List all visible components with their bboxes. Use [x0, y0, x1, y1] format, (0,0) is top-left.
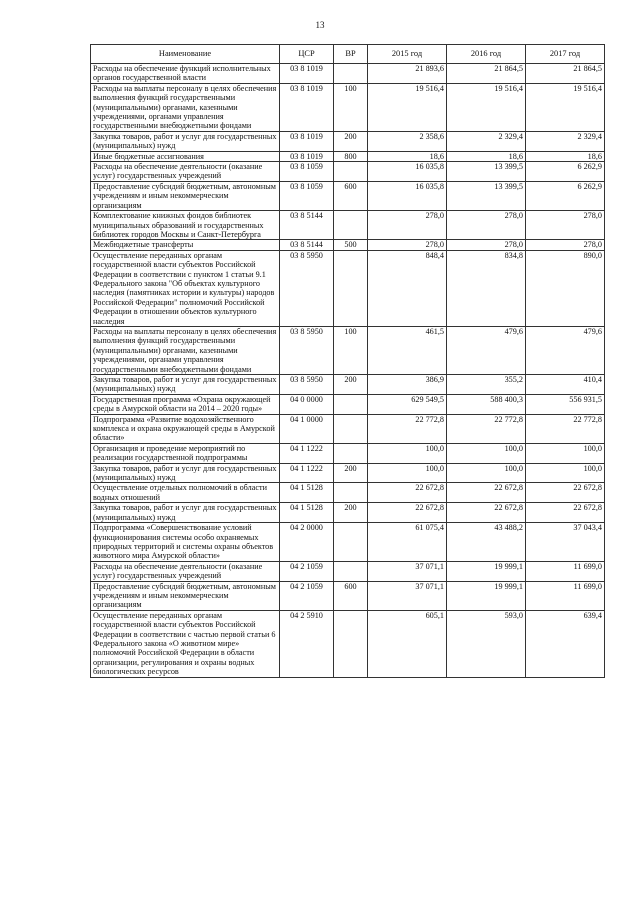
- header-vr: ВР: [334, 45, 368, 64]
- value-2016-cell: 22 672,8: [447, 503, 526, 523]
- value-2015-cell: 22 672,8: [368, 503, 447, 523]
- table-row: [91, 250, 605, 326]
- value-2015-cell: 22 672,8: [368, 483, 447, 503]
- table-row: [91, 162, 605, 182]
- name-cell: Подпрограмма «Совершенствование условий функционирования системы особо охраняемых природных территорий и системы охраны объектов животного мира Амурской области»: [91, 523, 280, 562]
- value-2016-cell: 18,6: [447, 151, 526, 161]
- value-2017-cell: 479,6: [526, 326, 605, 374]
- name-cell: Расходы на обеспечение деятельности (оказание услуг) государственных учреждений: [91, 162, 280, 182]
- value-2016-cell: 479,6: [447, 326, 526, 374]
- table-row: [91, 83, 605, 131]
- value-2015-cell: 18,6: [368, 151, 447, 161]
- name-cell: Расходы на обеспечение деятельности (оказание услуг) государственных учреждений: [91, 561, 280, 581]
- value-2016-cell: 19 999,1: [447, 581, 526, 610]
- name-cell: Расходы на выплаты персоналу в целях обеспечения выполнения функций государственными (муниципальными) органами, казенными учреждениями, органами управления государственными внебюджетными фондами: [91, 83, 280, 131]
- table-row: [91, 151, 605, 161]
- csr-cell: 04 1 0000: [280, 414, 334, 443]
- value-2017-cell: 6 262,9: [526, 162, 605, 182]
- value-2015-cell: 2 358,6: [368, 131, 447, 151]
- header-csr: ЦСР: [280, 45, 334, 64]
- name-cell: Осуществление отдельных полномочий в области водных отношений: [91, 483, 280, 503]
- name-cell: Закупка товаров, работ и услуг для государственных (муниципальных) нужд: [91, 375, 280, 395]
- csr-cell: 03 8 5144: [280, 240, 334, 250]
- table-row: [91, 394, 605, 414]
- csr-cell: 03 8 5144: [280, 211, 334, 240]
- value-2015-cell: 461,5: [368, 326, 447, 374]
- value-2016-cell: 355,2: [447, 375, 526, 395]
- csr-cell: 03 8 5950: [280, 250, 334, 326]
- table-row: [91, 581, 605, 610]
- vr-cell: 200: [334, 463, 368, 483]
- vr-cell: 600: [334, 581, 368, 610]
- vr-cell: [334, 414, 368, 443]
- value-2015-cell: 100,0: [368, 443, 447, 463]
- value-2015-cell: 386,9: [368, 375, 447, 395]
- name-cell: Организация и проведение мероприятий по реализации государственной подпрограммы: [91, 443, 280, 463]
- value-2017-cell: 278,0: [526, 211, 605, 240]
- table-header-row: [91, 45, 605, 64]
- vr-cell: 100: [334, 326, 368, 374]
- value-2015-cell: 22 772,8: [368, 414, 447, 443]
- table-row: [91, 414, 605, 443]
- value-2017-cell: 2 329,4: [526, 131, 605, 151]
- value-2016-cell: 593,0: [447, 610, 526, 677]
- value-2015-cell: 37 071,1: [368, 581, 447, 610]
- value-2017-cell: 410,4: [526, 375, 605, 395]
- value-2017-cell: 100,0: [526, 443, 605, 463]
- table-row: [91, 375, 605, 395]
- value-2015-cell: 19 516,4: [368, 83, 447, 131]
- name-cell: Предоставление субсидий бюджетным, автономным учреждениям и иным некоммерческим организациям: [91, 581, 280, 610]
- vr-cell: [334, 394, 368, 414]
- budget-table: [90, 44, 605, 678]
- name-cell: Закупка товаров, работ и услуг для государственных (муниципальных) нужд: [91, 131, 280, 151]
- table-row: [91, 561, 605, 581]
- csr-cell: 03 8 1019: [280, 151, 334, 161]
- vr-cell: [334, 561, 368, 581]
- value-2015-cell: 61 075,4: [368, 523, 447, 562]
- value-2015-cell: 848,4: [368, 250, 447, 326]
- table-row: [91, 181, 605, 210]
- csr-cell: 04 2 1059: [280, 581, 334, 610]
- value-2017-cell: 556 931,5: [526, 394, 605, 414]
- value-2017-cell: 18,6: [526, 151, 605, 161]
- value-2015-cell: 21 893,6: [368, 64, 447, 84]
- table-row: [91, 131, 605, 151]
- value-2017-cell: 11 699,0: [526, 581, 605, 610]
- vr-cell: 800: [334, 151, 368, 161]
- value-2017-cell: 278,0: [526, 240, 605, 250]
- name-cell: Государственная программа «Охрана окружающей среды в Амурской области на 2014 – 2020 годы»: [91, 394, 280, 414]
- csr-cell: 04 2 5910: [280, 610, 334, 677]
- name-cell: Комплектование книжных фондов библиотек муниципальных образований и государственных библиотек городов Москвы и Санкт-Петербурга: [91, 211, 280, 240]
- name-cell: Иные бюджетные ассигнования: [91, 151, 280, 161]
- value-2017-cell: 6 262,9: [526, 181, 605, 210]
- table-body: [91, 64, 605, 678]
- csr-cell: 04 2 1059: [280, 561, 334, 581]
- value-2016-cell: 278,0: [447, 211, 526, 240]
- vr-cell: [334, 443, 368, 463]
- csr-cell: 04 1 1222: [280, 443, 334, 463]
- vr-cell: 600: [334, 181, 368, 210]
- value-2016-cell: 19 516,4: [447, 83, 526, 131]
- vr-cell: [334, 610, 368, 677]
- value-2016-cell: 22 672,8: [447, 483, 526, 503]
- value-2017-cell: 22 672,8: [526, 503, 605, 523]
- vr-cell: 100: [334, 83, 368, 131]
- vr-cell: [334, 64, 368, 84]
- header-2015: 2015 год: [368, 45, 447, 64]
- header-name: Наименование: [91, 45, 280, 64]
- value-2016-cell: 834,8: [447, 250, 526, 326]
- table-row: [91, 463, 605, 483]
- value-2016-cell: 100,0: [447, 443, 526, 463]
- csr-cell: 04 0 0000: [280, 394, 334, 414]
- csr-cell: 03 8 1059: [280, 181, 334, 210]
- table-row: [91, 240, 605, 250]
- value-2017-cell: 37 043,4: [526, 523, 605, 562]
- vr-cell: 200: [334, 131, 368, 151]
- value-2017-cell: 639,4: [526, 610, 605, 677]
- page-number: 13: [315, 20, 325, 30]
- value-2016-cell: 2 329,4: [447, 131, 526, 151]
- name-cell: Межбюджетные трансферты: [91, 240, 280, 250]
- csr-cell: 03 8 1019: [280, 64, 334, 84]
- vr-cell: [334, 162, 368, 182]
- value-2017-cell: 21 864,5: [526, 64, 605, 84]
- name-cell: Подпрограмма «Развитие водохозяйственного комплекса и охрана окружающей среды в Амурской области»: [91, 414, 280, 443]
- table-row: [91, 523, 605, 562]
- value-2017-cell: 100,0: [526, 463, 605, 483]
- value-2015-cell: 16 035,8: [368, 181, 447, 210]
- vr-cell: [334, 211, 368, 240]
- vr-cell: [334, 483, 368, 503]
- csr-cell: 03 8 1019: [280, 83, 334, 131]
- value-2016-cell: 19 999,1: [447, 561, 526, 581]
- value-2015-cell: 629 549,5: [368, 394, 447, 414]
- name-cell: Предоставление субсидий бюджетным, автономным учреждениям и иным некоммерческим организациям: [91, 181, 280, 210]
- csr-cell: 04 1 1222: [280, 463, 334, 483]
- vr-cell: 200: [334, 503, 368, 523]
- value-2015-cell: 278,0: [368, 211, 447, 240]
- csr-cell: 03 8 5950: [280, 375, 334, 395]
- value-2015-cell: 605,1: [368, 610, 447, 677]
- table-row: [91, 503, 605, 523]
- name-cell: Осуществление переданных органам государственной власти субъектов Российской Федерации в соответствии с частью первой статьи 6 Федерального закона «О животном мире» полномочий Российской Федерации в области организации, регулирования и охраны водных биологических ресурсов: [91, 610, 280, 677]
- table-row: [91, 211, 605, 240]
- csr-cell: 03 8 5950: [280, 326, 334, 374]
- table-row: [91, 443, 605, 463]
- value-2016-cell: 278,0: [447, 240, 526, 250]
- name-cell: Расходы на выплаты персоналу в целях обеспечения выполнения функций государственными (муниципальными) органами, казенными учреждениями, органами управления государственными внебюджетными фондами: [91, 326, 280, 374]
- value-2017-cell: 19 516,4: [526, 83, 605, 131]
- value-2015-cell: 16 035,8: [368, 162, 447, 182]
- header-2016: 2016 год: [447, 45, 526, 64]
- value-2016-cell: 13 399,5: [447, 162, 526, 182]
- value-2016-cell: 13 399,5: [447, 181, 526, 210]
- csr-cell: 04 1 5128: [280, 483, 334, 503]
- name-cell: Расходы на обеспечение функций исполнительных органов государственной власти: [91, 64, 280, 84]
- value-2015-cell: 37 071,1: [368, 561, 447, 581]
- vr-cell: [334, 523, 368, 562]
- name-cell: Закупка товаров, работ и услуг для государственных (муниципальных) нужд: [91, 463, 280, 483]
- value-2017-cell: 22 772,8: [526, 414, 605, 443]
- csr-cell: 03 8 1059: [280, 162, 334, 182]
- vr-cell: 500: [334, 240, 368, 250]
- csr-cell: 03 8 1019: [280, 131, 334, 151]
- header-2017: 2017 год: [526, 45, 605, 64]
- value-2016-cell: 588 400,3: [447, 394, 526, 414]
- value-2016-cell: 21 864,5: [447, 64, 526, 84]
- table-row: [91, 326, 605, 374]
- value-2016-cell: 43 488,2: [447, 523, 526, 562]
- value-2015-cell: 100,0: [368, 463, 447, 483]
- table-row: [91, 64, 605, 84]
- csr-cell: 04 1 5128: [280, 503, 334, 523]
- vr-cell: 200: [334, 375, 368, 395]
- value-2016-cell: 22 772,8: [447, 414, 526, 443]
- table-row: [91, 610, 605, 677]
- name-cell: Осуществление переданных органам государственной власти субъектов Российской Федерации в соответствии с пунктом 1 статьи 9.1 Федерального закона "Об объектах культурного наследия (памятниках истории и культуры) народов Российской Федерации" полномочий Российской Федерации в отношении объектов культурного наследия: [91, 250, 280, 326]
- value-2017-cell: 22 672,8: [526, 483, 605, 503]
- name-cell: Закупка товаров, работ и услуг для государственных (муниципальных) нужд: [91, 503, 280, 523]
- value-2017-cell: 11 699,0: [526, 561, 605, 581]
- value-2017-cell: 890,0: [526, 250, 605, 326]
- vr-cell: [334, 250, 368, 326]
- value-2015-cell: 278,0: [368, 240, 447, 250]
- table-row: [91, 483, 605, 503]
- value-2016-cell: 100,0: [447, 463, 526, 483]
- csr-cell: 04 2 0000: [280, 523, 334, 562]
